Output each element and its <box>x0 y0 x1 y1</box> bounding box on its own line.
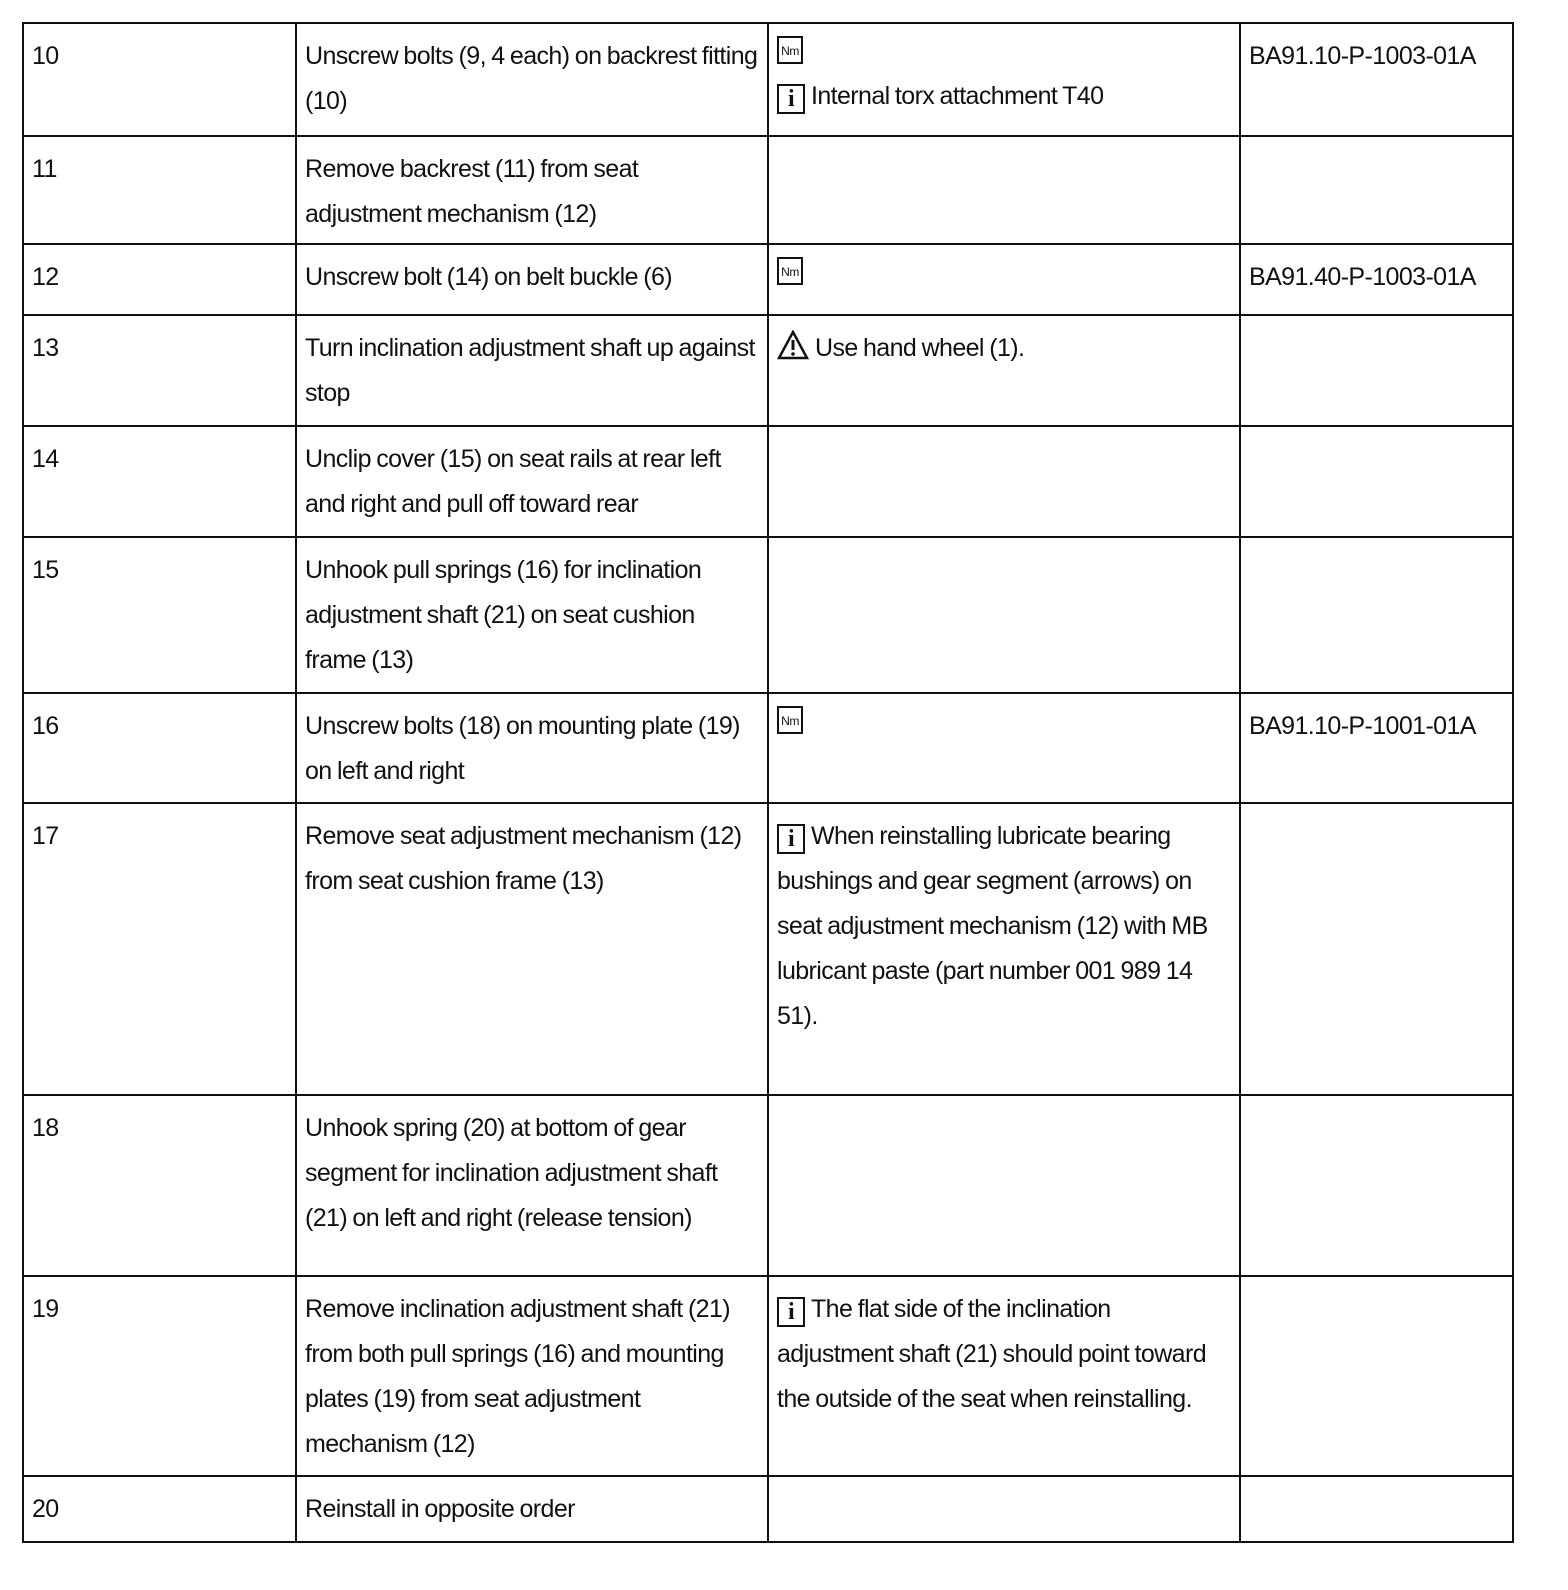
step-note <box>768 1476 1240 1542</box>
warning-icon <box>777 330 809 360</box>
step-note <box>768 537 1240 693</box>
step-reference: BA91.10-P-1001-01A <box>1240 693 1513 803</box>
step-instruction: Unscrew bolts (9, 4 each) on backrest fitting (10) <box>296 23 768 136</box>
step-instruction: Remove seat adjustment mechanism (12) from seat cushion frame (13) <box>296 803 768 1095</box>
note-text: Use hand wheel (1). <box>815 334 1025 362</box>
step-instruction: Unscrew bolt (14) on belt buckle (6) <box>296 244 768 315</box>
step-reference <box>1240 315 1513 426</box>
step-reference <box>1240 537 1513 693</box>
table-row <box>23 426 1513 537</box>
table-row <box>23 315 1513 426</box>
torque-nm-icon <box>777 257 803 285</box>
step-number: 18 <box>23 1095 296 1276</box>
step-reference <box>1240 1276 1513 1476</box>
step-note <box>768 803 1240 1095</box>
info-icon <box>777 84 805 114</box>
step-reference <box>1240 1095 1513 1276</box>
note-text: When reinstalling lubricate bearing bushings and gear segment (arrows) on seat adjustment mechanism (12) with MB lubricant paste (part number 001 989 14 51). <box>777 822 1208 1030</box>
step-number: 12 <box>23 244 296 315</box>
step-number: 14 <box>23 426 296 537</box>
step-note <box>768 693 1240 803</box>
note-text: Internal torx attachment T40 <box>811 82 1104 110</box>
table-row <box>23 136 1513 244</box>
step-instruction: Unscrew bolts (18) on mounting plate (19) on left and right <box>296 693 768 803</box>
step-note <box>768 23 1240 136</box>
table-row <box>23 693 1513 803</box>
step-note <box>768 1276 1240 1476</box>
step-instruction: Unhook spring (20) at bottom of gear segment for inclination adjustment shaft (21) on left and right (release tension) <box>296 1095 768 1276</box>
step-number: 15 <box>23 537 296 693</box>
table-row <box>23 1276 1513 1476</box>
step-note <box>768 244 1240 315</box>
step-reference <box>1240 426 1513 537</box>
step-instruction: Remove inclination adjustment shaft (21) from both pull springs (16) and mounting plates (19) from seat adjustment mechanism (12) <box>296 1276 768 1476</box>
step-number: 11 <box>23 136 296 244</box>
step-instruction: Turn inclination adjustment shaft up against stop <box>296 315 768 426</box>
torque-nm-icon <box>777 706 803 734</box>
step-reference <box>1240 1476 1513 1542</box>
table-row <box>23 1095 1513 1276</box>
step-note <box>768 136 1240 244</box>
procedure-table <box>22 22 1514 1543</box>
table-row <box>23 1476 1513 1542</box>
step-note <box>768 315 1240 426</box>
step-number: 10 <box>23 23 296 136</box>
step-number: 19 <box>23 1276 296 1476</box>
step-instruction: Remove backrest (11) from seat adjustment mechanism (12) <box>296 136 768 244</box>
step-number: 13 <box>23 315 296 426</box>
step-instruction: Unhook pull springs (16) for inclination adjustment shaft (21) on seat cushion frame (13) <box>296 537 768 693</box>
note-text: The flat side of the inclination adjustment shaft (21) should point toward the outside of the seat when reinstalling. <box>777 1295 1206 1413</box>
step-number: 16 <box>23 693 296 803</box>
info-icon <box>777 824 805 854</box>
table-row <box>23 23 1513 136</box>
table-row <box>23 244 1513 315</box>
table-row <box>23 537 1513 693</box>
step-note <box>768 1095 1240 1276</box>
torque-nm-icon <box>777 36 803 64</box>
step-instruction: Reinstall in opposite order <box>296 1476 768 1542</box>
step-instruction: Unclip cover (15) on seat rails at rear left and right and pull off toward rear <box>296 426 768 537</box>
info-icon <box>777 1297 805 1327</box>
table-row <box>23 803 1513 1095</box>
step-reference <box>1240 803 1513 1095</box>
step-reference: BA91.40-P-1003-01A <box>1240 244 1513 315</box>
step-note <box>768 426 1240 537</box>
step-reference <box>1240 136 1513 244</box>
step-number: 20 <box>23 1476 296 1542</box>
step-reference: BA91.10-P-1003-01A <box>1240 23 1513 136</box>
step-number: 17 <box>23 803 296 1095</box>
